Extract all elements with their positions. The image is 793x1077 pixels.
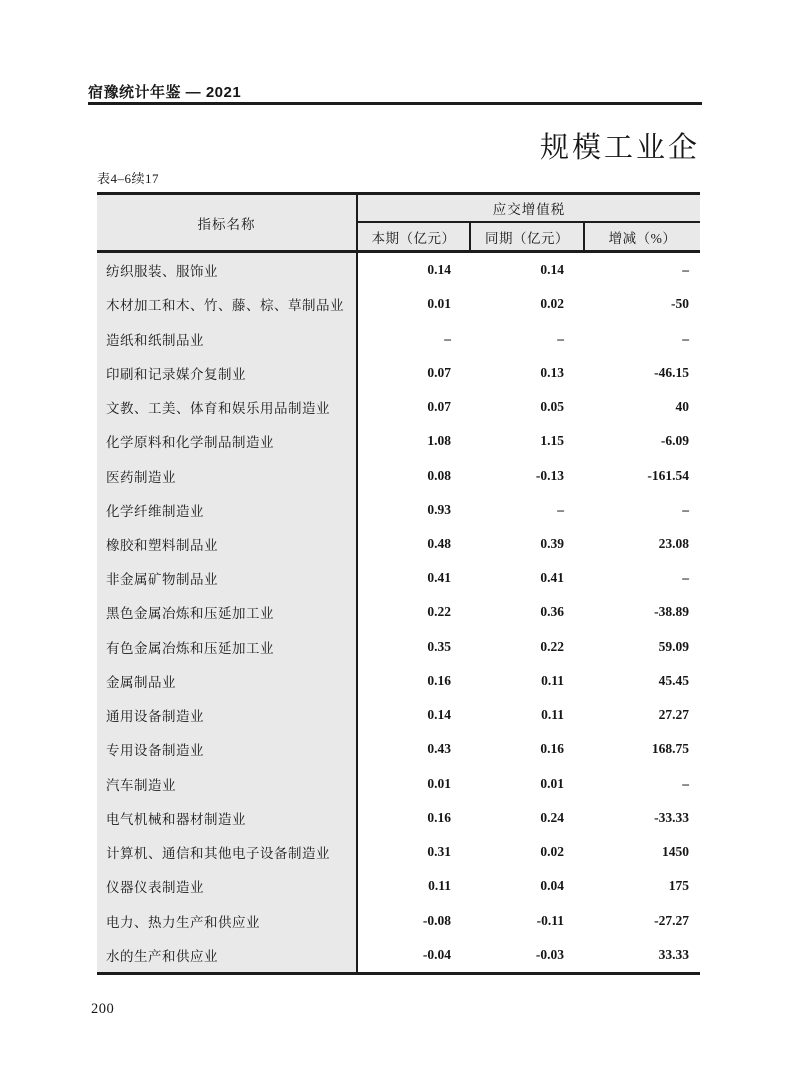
row-current-value: -0.04 [422, 946, 451, 962]
table-row [97, 321, 700, 355]
table-row [97, 869, 700, 903]
header-subrow [358, 223, 700, 250]
row-current-value: 0.14 [427, 707, 451, 723]
row-same-period-value: 0.11 [541, 672, 564, 688]
row-change-value: 45.45 [658, 672, 689, 688]
row-same-period-value: 0.41 [540, 570, 564, 586]
row-industry-label: 有色金属冶炼和压延加工业 [97, 630, 358, 664]
row-same-period-value: -0.11 [536, 912, 564, 928]
row-change-value: – [682, 262, 689, 278]
row-current-value: 0.93 [427, 501, 451, 517]
row-current-value: 0.22 [427, 604, 451, 620]
row-same-period-value: 0.24 [540, 809, 564, 825]
row-same-period-value: – [557, 501, 564, 517]
row-current-value: 0.01 [427, 775, 451, 791]
row-change-value: -27.27 [654, 912, 689, 928]
row-same-period-value: 1.15 [540, 433, 564, 449]
table-row [97, 527, 700, 561]
row-industry-label: 黑色金属冶炼和压延加工业 [97, 595, 358, 629]
table-body [97, 253, 700, 972]
row-change-value: -161.54 [647, 467, 689, 483]
table-row [97, 630, 700, 664]
row-change-value: -6.09 [660, 433, 689, 449]
row-same-period-value: – [557, 330, 564, 346]
table-row [97, 287, 700, 321]
row-current-value: 0.07 [427, 364, 451, 380]
row-same-period-value: 0.02 [540, 844, 564, 860]
table-row [97, 801, 700, 835]
header-group-vat: 应交增值税 [358, 195, 700, 223]
document-header-title: 宿豫统计年鉴 — 2021 [88, 84, 242, 101]
row-current-value: 0.48 [427, 535, 451, 551]
row-same-period-value: 0.16 [540, 741, 564, 757]
row-industry-label: 印刷和记录媒介复制业 [97, 356, 358, 390]
row-same-period-value: 0.05 [540, 399, 564, 415]
row-same-period-value: -0.13 [535, 467, 564, 483]
row-same-period-value: -0.03 [535, 946, 564, 962]
table-row [97, 493, 700, 527]
row-industry-label: 医药制造业 [97, 458, 358, 492]
table-row [97, 253, 700, 287]
row-industry-label: 仪器仪表制造业 [97, 869, 358, 903]
row-current-value: 0.08 [427, 467, 451, 483]
header-change-percent: 增减（%） [585, 223, 700, 250]
header-indicator-name: 指标名称 [97, 195, 358, 250]
table-row [97, 424, 700, 458]
row-change-value: -50 [671, 296, 689, 312]
row-change-value: -38.89 [654, 604, 689, 620]
row-change-value: -33.33 [654, 809, 689, 825]
row-industry-label: 非金属矿物制品业 [97, 561, 358, 595]
page-number: 200 [91, 1001, 115, 1017]
row-change-value: 1450 [662, 844, 689, 860]
row-current-value: 0.41 [427, 570, 451, 586]
row-current-value: 0.16 [427, 672, 451, 688]
row-change-value: 59.09 [658, 638, 689, 654]
header-same-period: 同期（亿元） [471, 223, 585, 250]
table-row [97, 561, 700, 595]
row-same-period-value: 0.02 [540, 296, 564, 312]
header-divider-rule [88, 102, 702, 105]
table-row [97, 458, 700, 492]
row-current-value: 0.31 [427, 844, 451, 860]
table-row [97, 938, 700, 972]
table-header [97, 195, 700, 253]
row-same-period-value: 0.39 [540, 535, 564, 551]
row-same-period-value: 0.04 [540, 878, 564, 894]
table-row [97, 835, 700, 869]
row-industry-label: 金属制品业 [97, 664, 358, 698]
row-change-value: 168.75 [651, 741, 689, 757]
row-current-value: – [444, 330, 451, 346]
row-industry-label: 电力、热力生产和供应业 [97, 903, 358, 937]
row-industry-label: 文教、工美、体育和娱乐用品制造业 [97, 390, 358, 424]
row-change-value: 23.08 [658, 535, 689, 551]
table-row [97, 595, 700, 629]
row-same-period-value: 0.01 [540, 775, 564, 791]
row-change-value: -46.15 [654, 364, 689, 380]
row-same-period-value: 0.11 [541, 707, 564, 723]
row-change-value: – [682, 330, 689, 346]
row-industry-label: 木材加工和木、竹、藤、棕、草制品业 [97, 287, 358, 321]
row-industry-label: 造纸和纸制品业 [97, 321, 358, 355]
table-row [97, 903, 700, 937]
row-current-value: -0.08 [422, 912, 451, 928]
row-industry-label: 计算机、通信和其他电子设备制造业 [97, 835, 358, 869]
row-industry-label: 汽车制造业 [97, 767, 358, 801]
row-industry-label: 化学纤维制造业 [97, 493, 358, 527]
header-current-period: 本期（亿元） [358, 223, 471, 250]
table-row [97, 356, 700, 390]
table-row [97, 767, 700, 801]
table-row [97, 390, 700, 424]
row-same-period-value: 0.36 [540, 604, 564, 620]
row-industry-label: 纺织服装、服饰业 [97, 253, 358, 287]
row-industry-label: 专用设备制造业 [97, 732, 358, 766]
header-right-section [358, 195, 700, 250]
row-current-value: 0.11 [428, 878, 451, 894]
row-change-value: 33.33 [658, 946, 689, 962]
row-current-value: 0.14 [427, 262, 451, 278]
row-change-value: – [682, 570, 689, 586]
row-change-value: – [682, 501, 689, 517]
row-industry-label: 电气机械和器材制造业 [97, 801, 358, 835]
row-same-period-value: 0.22 [540, 638, 564, 654]
row-same-period-value: 0.14 [540, 262, 564, 278]
row-change-value: – [682, 775, 689, 791]
section-title: 规模工业企 [539, 132, 700, 164]
table-label: 表4–6续17 [97, 171, 160, 186]
row-current-value: 0.43 [427, 741, 451, 757]
row-current-value: 0.01 [427, 296, 451, 312]
row-current-value: 0.35 [427, 638, 451, 654]
row-industry-label: 水的生产和供应业 [97, 938, 358, 972]
row-change-value: 27.27 [658, 707, 689, 723]
row-change-value: 40 [675, 399, 689, 415]
row-industry-label: 化学原料和化学制品制造业 [97, 424, 358, 458]
table-row [97, 664, 700, 698]
vat-statistics-table [97, 192, 700, 975]
row-industry-label: 通用设备制造业 [97, 698, 358, 732]
table-row [97, 698, 700, 732]
row-same-period-value: 0.13 [540, 364, 564, 380]
row-industry-label: 橡胶和塑料制品业 [97, 527, 358, 561]
row-current-value: 1.08 [427, 433, 451, 449]
row-change-value: 175 [668, 878, 689, 894]
row-current-value: 0.07 [427, 399, 451, 415]
row-current-value: 0.16 [427, 809, 451, 825]
table-row [97, 732, 700, 766]
